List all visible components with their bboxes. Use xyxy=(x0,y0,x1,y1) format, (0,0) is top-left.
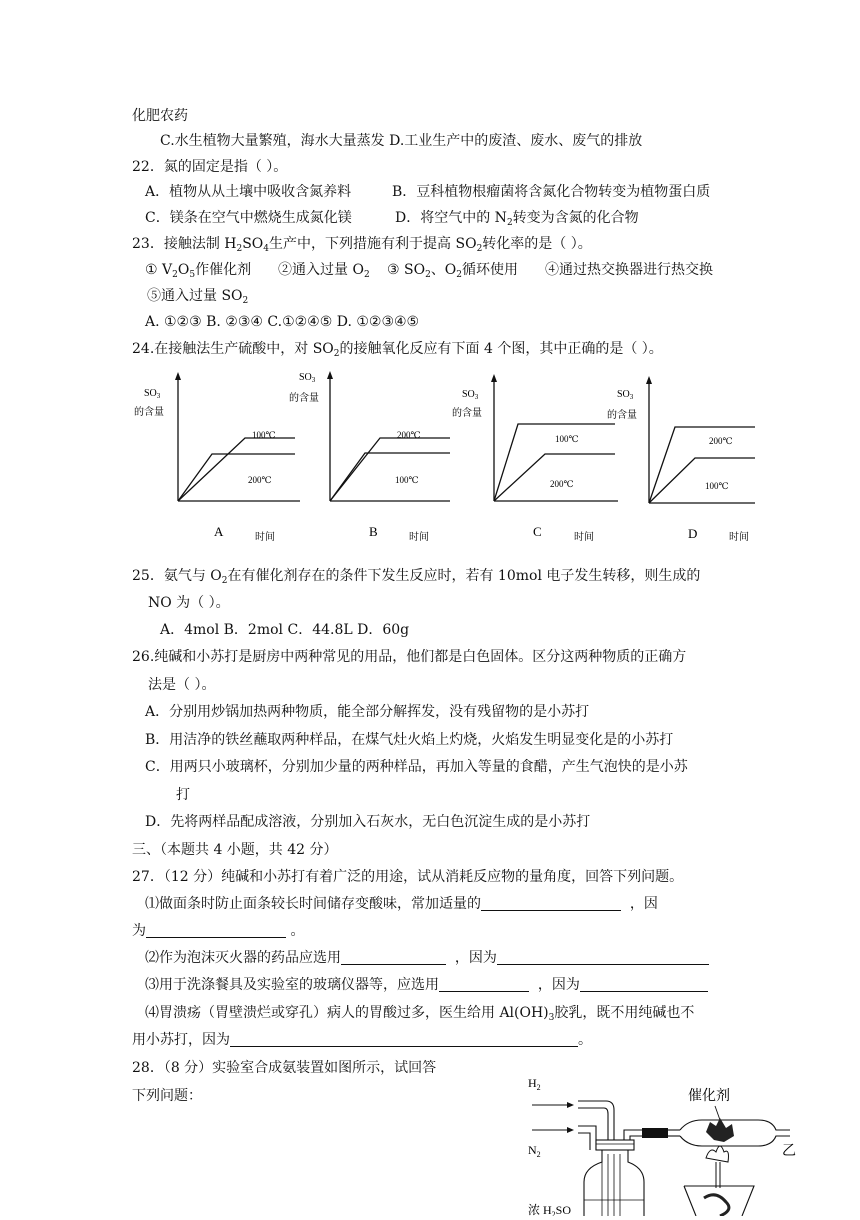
answers-23: A. ①②③ B. ②③④ C.①②④⑤ D. ①②③④⑤ xyxy=(145,314,420,330)
question-27-1-cont: 为 。 xyxy=(132,923,305,939)
graph-ylabel: $SO_3$ xyxy=(462,389,479,401)
question-26: 26.纯碱和小苏打是厨房中两种常见的用品，他们都是白色固体。区分这两种物质的正确方 xyxy=(132,649,687,665)
option-23-1: ① $V_2O_5$作催化剂 xyxy=(145,262,252,280)
graph-letter: B xyxy=(369,524,378,539)
catalyst-label: 催化剂 xyxy=(688,1088,730,1104)
question-22: 22．氮的固定是指（ ）。 xyxy=(132,159,288,175)
question-27: 27．（12 分）纯碱和小苏打有着广泛的用途，试从消耗反应物的量角度，回答下列问题。 xyxy=(132,869,684,885)
option-22d: D．将空气中的 $N_2$转变为含氮的化合物 xyxy=(395,210,639,228)
graph-xlabel: 时间 xyxy=(574,532,594,542)
question-28: 28．（8 分）实验室合成氨装置如图所示，试回答 xyxy=(132,1060,437,1076)
h2-label: $H_2$ xyxy=(528,1076,541,1092)
option-26c-cont: 打 xyxy=(176,787,190,803)
graph-letter: C xyxy=(533,524,542,539)
graph-lower-label: 200℃ xyxy=(550,479,574,489)
option-26d: D．先将两样品配成溶液，分别加入石灰水，无白色沉淀生成的是小苏打 xyxy=(145,814,591,830)
graph-ylabel: $SO_3$ xyxy=(144,388,161,400)
question-28-cont: 下列问题： xyxy=(132,1088,202,1104)
question-27-4-cont: 用小苏打，因为 。 xyxy=(132,1032,592,1048)
answer-blank[interactable] xyxy=(439,977,529,992)
answer-blank[interactable] xyxy=(497,950,709,965)
graph-a xyxy=(130,368,300,543)
question-27-3: ⑶用于洗涤餐具及实验室的玻璃仪器等，应选用 ，因为 xyxy=(145,976,708,994)
graph-lower-label: 100℃ xyxy=(705,481,729,491)
question-26-cont: 法是（ ）。 xyxy=(148,677,216,693)
graph-c xyxy=(450,370,620,542)
graph-ylabel-text: 的含量 xyxy=(607,410,637,421)
ammonia-synthesis-apparatus xyxy=(520,1070,860,1220)
question-24: 24.在接触法生产硫酸中，对 $SO_2$的接触氧化反应有下面 4 个图，其中正确的是（ ）。 xyxy=(132,341,663,359)
graph-b xyxy=(285,365,455,543)
answer-blank[interactable] xyxy=(341,950,446,965)
graph-upper-label: 200℃ xyxy=(397,430,421,440)
option-26c: C．用两只小玻璃杯，分别加少量的两种样品，再加入等量的食醋，产生气泡快的是小苏 xyxy=(145,759,688,775)
option-23-5: ⑤通入过量 $SO_2$ xyxy=(147,288,249,306)
text-line: 化肥农药 xyxy=(132,108,188,124)
option-22b: B．豆科植物根瘤菌将含氮化合物转变为植物蛋白质 xyxy=(392,184,711,200)
question-25-cont: NO 为（ ）。 xyxy=(148,595,230,611)
answer-blank[interactable] xyxy=(580,977,708,992)
option-22c: C．镁条在空气中燃烧生成氮化镁 xyxy=(145,210,352,226)
option-26b: B．用洁净的铁丝蘸取两种样品，在煤气灶火焰上灼烧，火焰发生明显变化是的小苏打 xyxy=(145,732,674,748)
graph-ylabel-text: 的含量 xyxy=(452,408,482,419)
section-3-heading: 三、（本题共 4 小题，共 42 分） xyxy=(132,842,338,858)
question-25: 25．氨气与 $O_2$在有催化剂存在的条件下发生反应时，若有 10mol 电子发生转移，则生成的 xyxy=(132,568,701,586)
graph-d xyxy=(605,372,760,544)
graph-ylabel-text: 的含量 xyxy=(289,393,319,404)
text-line: C.水生植物大量繁殖，海水大量蒸发 D.工业生产中的废渣、废水、废气的排放 xyxy=(160,133,643,149)
graph-letter: D xyxy=(688,526,698,541)
graph-lower-label: 200℃ xyxy=(248,475,272,485)
option-23-3: ③ $SO_2$、$O_2$循环使用 xyxy=(387,262,519,280)
n2-label: $N_2$ xyxy=(528,1143,541,1159)
graph-xlabel: 时间 xyxy=(409,532,429,543)
question-27-2: ⑵作为泡沫灭火器的药品应选用 ，因为 xyxy=(145,949,709,967)
graph-upper-label: 100℃ xyxy=(252,430,276,440)
question-23: 23．接触法制 $H_2SO_4$生产中，下列措施有利于提高 $SO_2$转化率的是（ ）。 xyxy=(132,236,592,254)
graph-upper-label: 100℃ xyxy=(555,434,579,444)
option-23-2: ②通入过量 $O_2$ xyxy=(278,262,370,280)
graph-upper-label: 200℃ xyxy=(709,436,733,446)
answer-blank[interactable] xyxy=(481,896,621,911)
graph-ylabel-text: 的含量 xyxy=(134,407,164,418)
graph-letter: A xyxy=(214,524,224,539)
option-23-4: ④通过热交换器进行热交换 xyxy=(545,262,713,278)
answer-blank[interactable] xyxy=(146,923,286,938)
option-22a: A．植物从从土壤中吸收含氮养料 xyxy=(145,184,352,200)
graph-xlabel: 时间 xyxy=(729,532,749,543)
graph-xlabel: 时间 xyxy=(255,532,275,543)
graph-lower-label: 100℃ xyxy=(395,475,419,485)
question-27-1: ⑴做面条时防止面条较长时间储存变酸味，常加适量的 ，因 xyxy=(145,896,658,912)
graph-ylabel: $SO_3$ xyxy=(299,372,316,384)
acid-label: 浓 $H_2SO$ xyxy=(528,1203,572,1216)
question-27-4: ⑷胃溃疡（胃壁溃烂或穿孔）病人的胃酸过多，医生给用 $Al(OH)_3$胶乳，既不用纯碱也不 xyxy=(145,1005,695,1023)
answers-25: A．4mol B．2mol C．44.8L D．60g xyxy=(160,622,410,638)
yi-label: 乙 xyxy=(782,1143,796,1159)
answer-blank[interactable] xyxy=(230,1032,578,1047)
graph-ylabel: $SO_3$ xyxy=(617,389,634,401)
option-26a: A．分别用炒锅加热两种物质，能全部分解挥发，没有残留物的是小苏打 xyxy=(145,704,590,720)
